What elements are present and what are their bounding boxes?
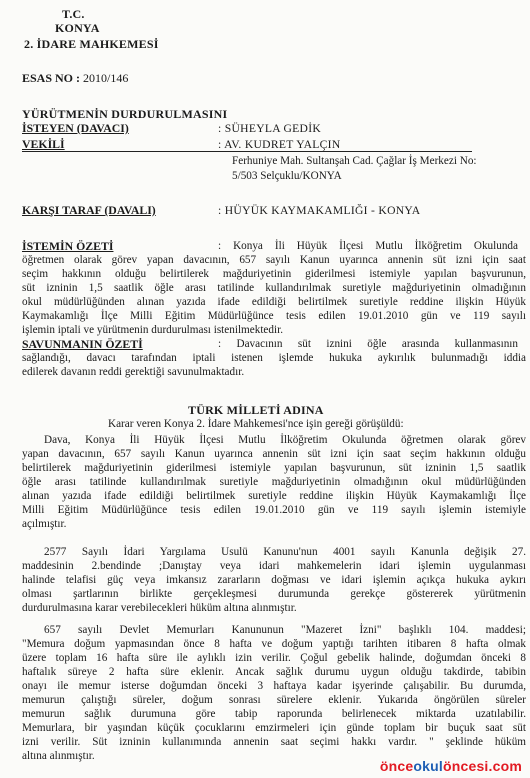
- ozet-label: İSTEMİN ÖZETİ: [22, 239, 114, 253]
- header-city: KONYA: [55, 21, 100, 35]
- decision-p1-line: Milli Eğitim Müdürlüğünce tesis edilen 19.01.2010 gün ve 119 sayılı işlemin istemiyle: [22, 504, 526, 516]
- ozet-line: seçim hakkının olduğu belirtilerek mağduriyetinin giderilmesi istemiyle yapılan başvurunun,: [22, 268, 526, 280]
- decision-p1-line: alınan yazıda ifade edildiği belirtilmek suretiyle reddine ilişkin Hüyük Kaymakamlığı İlçe: [22, 490, 526, 502]
- decision-p2-line: maddesinin 2.bendinde ;Danıştay veya idari mahkemelerin idari işlemin uygulanması: [22, 560, 526, 572]
- decision-title: TÜRK MİLLETİ ADINA: [188, 403, 324, 417]
- vekil-address-1: Ferhuniye Mah. Sultanşah Cad. Çağlar İş Merkezi No:: [232, 155, 477, 167]
- ozet-line: okul müdürlüğünden alınan yazıda ifade edildiği belirtilmek suretiyle reddine ilişkin Hüyük: [22, 296, 526, 308]
- ozet-line: süt izninin 1,5 saatlik öğle arası tatilinde kullandırılmak suretiyle mağduriyetinin olmadığının: [22, 282, 526, 294]
- decision-p3-line: "Memura doğum yapmasından önce 8 hafta ve doğum yaptığı tarihten itibaren 8 hafta olmak: [22, 638, 526, 650]
- esas-label: ESAS NO :: [22, 71, 81, 85]
- savunma-label: SAVUNMANIN ÖZETİ: [22, 337, 143, 351]
- esas-value: 2010/146: [83, 71, 129, 85]
- vekil-rule: [22, 151, 472, 152]
- davaci-value: : SÜHEYLA GEDİK: [218, 122, 322, 135]
- vekil-value: : AV. KUDRET YALÇIN: [218, 138, 341, 151]
- savunma-line: edilerek davanın reddi gerektiği savunulmaktadır.: [22, 366, 245, 378]
- watermark-part-1: önce: [379, 758, 414, 774]
- savunma-first-line: : Davacının süt iznini öğle arasında kullanmasının: [218, 338, 518, 350]
- watermark-part-2: okul: [413, 758, 443, 774]
- decision-p3-line: onayı ile memur isterse doğumdan önceki 3 haftaya kadar işyerinde çalışabilir. Bu durumda,: [22, 680, 526, 692]
- decision-p1-line: açılmıştır.: [22, 518, 67, 530]
- watermark: [380, 758, 522, 774]
- decision-p2-line: 2577 Sayılı İdari Yargılama Usulü Kanunu'nun 4001 sayılı Kanunla değişik 27.: [44, 546, 526, 558]
- decision-p1-line: yapan davacının, 657 sayılı Kanun uyarınca annenin süt izni için saat seçim hakkının olduğu: [22, 448, 526, 460]
- decision-p1-line: Dava, Konya İli Hüyük İlçesi Mutlu İlköğretim Okulunda öğretmen olarak görev: [44, 434, 526, 446]
- vekil-address-2: 5/503 Selçuklu/KONYA: [232, 170, 342, 182]
- decision-p1-line: öğle arası tatilinde kullandırılmak suretiyle mağduriyetinin olmadığının okul müdürlüğünden: [22, 476, 526, 488]
- ozet-line: öğretmen olarak görev yapan davacının, 657 sayılı Kanun uyarınca annenin süt izni için saat: [22, 254, 526, 266]
- header-court: 2. İDARE MAHKEMESİ: [24, 37, 159, 51]
- watermark-part-3: öncesi.com: [442, 758, 522, 774]
- ozet-line: işlemin iptali ve yürütmenin durdurulması istenilmektedir.: [22, 324, 283, 336]
- decision-p3-line: Memurlara, bir yaşından küçük çocuklarını emzirmeleri için günde toplam bir buçuk saat süt: [22, 722, 526, 734]
- decision-p2-line: olması şartlarının birlikte gerçekleşmesi durumunda gerekçe göstererek yürütmenin: [22, 588, 526, 600]
- ozet-first-line: : Konya İli Hüyük İlçesi Mutlu İlköğretim Okulunda: [218, 240, 518, 252]
- davali-label: KARŞI TARAF (DAVALI): [22, 203, 156, 217]
- decision-p3-line: 657 sayılı Devlet Memurları Kanununun "Mazeret İzni" başlıklı 104. maddesi;: [44, 624, 526, 636]
- vekil-label: VEKİLİ: [22, 137, 65, 151]
- decision-p3-line: izni verilir. Süt izninin kullanımında annenin saat seçimi hakkı vardır. " şeklinde hüküm: [22, 736, 526, 748]
- decision-p1-line: belirtilerek mağduriyetinin giderilmesi istemiyle yapılan başvurunun, süt izninin 1,5 saatlik: [22, 462, 526, 474]
- yd-line1: YÜRÜTMENİN DURDURULMASINI: [22, 107, 228, 121]
- decision-intro: Karar veren Konya 2. İdare Mahkemesi'nce işin gereği görüşüldü:: [108, 418, 404, 430]
- case-number: [22, 72, 128, 85]
- davaci-label: İSTEYEN (DAVACI): [22, 121, 129, 135]
- decision-p3-line: haftalık süreye 2 hafta süre eklenir. Ancak sağlık durumu uygun olduğu takdirde, tabibin: [22, 666, 526, 678]
- decision-p2-line: durdurulmasına karar verebilecekleri hüküm altına alınmıştır.: [22, 602, 297, 614]
- decision-p3-line: memurun çalıştığı süreler, doğum sonrası sürelere eklenir. Yukarıda öngörülen süreler: [22, 694, 526, 706]
- decision-p3-line: altına alınmıştır.: [22, 750, 95, 762]
- decision-p2-line: halinde telafisi güç veya imkansız zararların doğması ve idari işlemin açıkça hukuka aykırı: [22, 574, 526, 586]
- davali-value: : HÜYÜK KAYMAKAMLIĞI - KONYA: [218, 204, 421, 217]
- header-tc: T.C.: [62, 7, 85, 21]
- ozet-line: Kaymakamlığı İlçe Milli Eğitim Müdürlüğünce tesis edilen 19.01.2010 gün ve 119 sayılı: [22, 310, 526, 322]
- decision-p3-line: üzere toplam 16 hafta süre ile aylıklı izin verilir. Çoğul gebelik halinde, doğumdan önceki 8: [22, 652, 526, 664]
- decision-p3-line: memurun sağlık durumuna göre tabip raporunda belirlenecek miktarda uzatılabilir.: [22, 708, 526, 720]
- savunma-line: sağlandığı, davacı tarafından iptali istenen işlemde hukuka aykırılık bulunmadığı iddia: [22, 352, 526, 364]
